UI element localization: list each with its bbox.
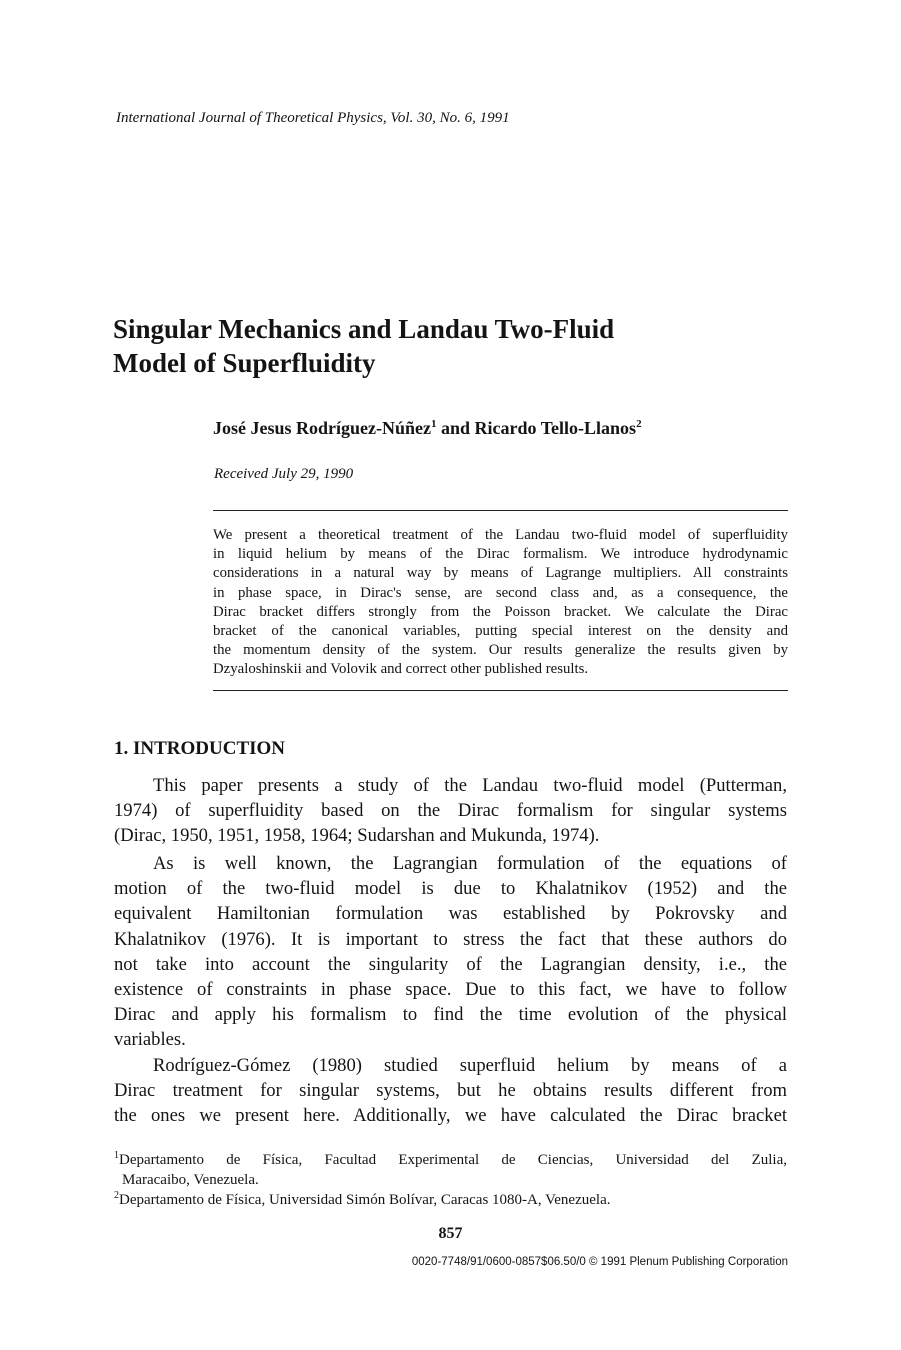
footnote-2-line-1: Departamento de Física, Universidad Simón Bolívar, Caracas 1080-A, Venezuela. — [119, 1192, 611, 1208]
text-line: not take into account the singularity of the Lagrangian density, i.e., the — [114, 953, 787, 975]
text-line: 1974) of superfluidity based on the Dirac formalism for singular systems — [114, 800, 787, 822]
paper-title — [113, 312, 753, 380]
text-line: Dirac treatment for singular systems, but he obtains results different from — [114, 1080, 787, 1102]
copyright-line: 0020-7748/91/0600-0857$06.50/0 © 1991 Plenum Publishing Corporation — [411, 1256, 788, 1268]
footnote-1-mark: 1 — [114, 1150, 119, 1161]
section-heading-introduction: 1. INTRODUCTION — [114, 738, 286, 759]
text-line: Dirac and apply his formalism to find the time evolution of the physical — [114, 1004, 787, 1026]
abstract-line: considerations in a natural way by means of Lagrange multipliers. All constraints — [213, 565, 788, 582]
author-conjunction: and — [436, 418, 475, 438]
abstract — [213, 526, 788, 680]
footnote-1 — [114, 1150, 787, 1170]
text-line: As is well known, the Lagrangian formulation of the equations of — [153, 853, 787, 874]
text-line: the ones we present here. Additionally, we have calculated the Dirac bracket — [114, 1105, 787, 1127]
text-line: Khalatnikov (1976). It is important to stress the fact that these authors do — [114, 928, 787, 950]
footnotes — [114, 1150, 787, 1210]
journal-citation: International Journal of Theoretical Physics, Vol. 30, No. 6, 1991 — [116, 110, 510, 126]
abstract-line: Dzyaloshinskii and Volovik and correct other published results. — [213, 661, 589, 678]
abstract-line: bracket of the canonical variables, putting special interest on the density and — [213, 623, 788, 640]
author-1: José Jesus Rodríguez-Núñez — [213, 418, 431, 438]
text-line: equivalent Hamiltonian formulation was established by Pokrovsky and — [114, 903, 787, 925]
received-date: Received July 29, 1990 — [214, 466, 354, 482]
author-2: Ricardo Tello-Llanos — [474, 418, 637, 438]
page-number: 857 — [438, 1225, 463, 1242]
author-1-affiliation-mark: 1 — [431, 418, 437, 430]
abstract-top-rule — [213, 510, 788, 511]
abstract-line: the momentum density of the system. Our results generalize the results given by — [213, 642, 788, 659]
text-line: variables. — [114, 1029, 186, 1051]
abstract-line: in phase space, in Dirac's sense, are second class and, as a consequence, the — [213, 584, 788, 601]
paragraph-1 — [114, 773, 787, 849]
author-list — [213, 418, 642, 439]
footnote-2-mark: 2 — [114, 1190, 119, 1201]
paragraph-2 — [114, 851, 787, 1053]
text-line: motion of the two-fluid model is due to Khalatnikov (1952) and the — [114, 878, 787, 900]
footnote-1-line-1: Departamento de Física, Facultad Experimental de Ciencias, Universidad del Zulia, — [119, 1152, 787, 1168]
abstract-bottom-rule — [213, 690, 788, 691]
title-line-1: Singular Mechanics and Landau Two-Fluid — [113, 314, 615, 344]
text-line: Rodríguez-Gómez (1980) studied superfluid helium by means of a — [153, 1055, 787, 1076]
title-line-2: Model of Superfluidity — [113, 348, 376, 378]
paragraph-3 — [114, 1053, 787, 1129]
abstract-line: We present a theoretical treatment of the Landau two-fluid model of superfluidity — [213, 527, 788, 543]
footnote-1-line-2: Maracaibo, Venezuela. — [122, 1172, 259, 1188]
text-line: existence of constraints in phase space. Due to this fact, we have to follow — [114, 979, 787, 1001]
author-2-affiliation-mark: 2 — [636, 418, 642, 430]
abstract-line: Dirac bracket differs strongly from the Poisson bracket. We calculate the Dirac — [213, 603, 788, 620]
text-line: (Dirac, 1950, 1951, 1958, 1964; Sudarshan and Mukunda, 1974). — [114, 825, 600, 847]
footnote-2 — [114, 1190, 787, 1210]
abstract-line: in liquid helium by means of the Dirac formalism. We introduce hydrodynamic — [213, 546, 788, 563]
text-line: This paper presents a study of the Landau two-fluid model (Putterman, — [153, 775, 787, 796]
